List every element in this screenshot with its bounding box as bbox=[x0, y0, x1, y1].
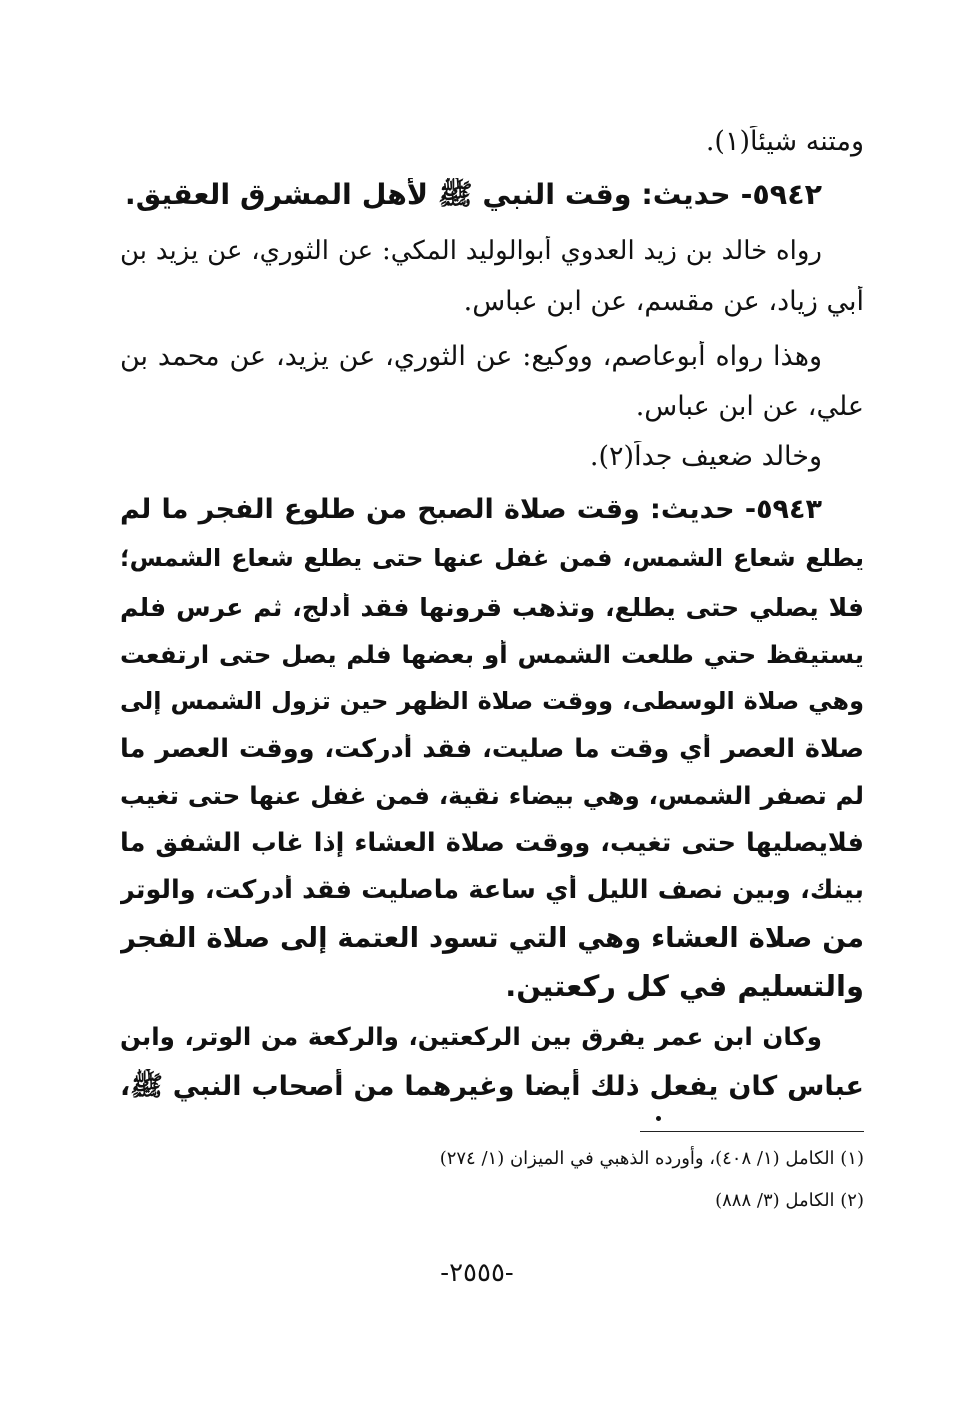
text-line: علي، عن ابن عباس. bbox=[635, 391, 864, 422]
text-line: صلاة العصر أي وقت ما صليت، فقد أدركت، ووقت العصر ما bbox=[120, 734, 864, 764]
hadith-heading-5942: ٥٩٤٢- حديث: وقت النبي ﷺ لأهل المشرق العقيق. bbox=[124, 178, 822, 211]
continuation-line: ومتنه شيئاً(١). bbox=[705, 126, 864, 157]
text-line: عباس كان يفعل ذلك أيضا وغيرهما من أصحاب النبي ﷺ، bbox=[120, 1071, 864, 1102]
text-line: لم تصفر الشمس، وهي بيضاء نقية، فمن غفل عنها حتى تغيب bbox=[120, 781, 864, 810]
text-line: يستيقظ حتي طلعت الشمس أو بعضها فلم يصل حتى ارتفعت bbox=[120, 640, 864, 669]
footnote-1: (١) الكامل (١/ ٤٠٨)، وأورده الذهبي في الميزان (١/ ٢٧٤) bbox=[439, 1148, 864, 1169]
text-line: والتسليم في كل ركعتين. bbox=[505, 969, 864, 1003]
footnote-2: (٢) الكامل (٣/ ٨٨٨) bbox=[715, 1190, 864, 1211]
text-line: بينك، وبين نصف الليل أي ساعة ماصليت فقد أدركت، والوتر bbox=[120, 875, 864, 905]
dot-mark bbox=[656, 1116, 661, 1121]
text-line: فلايصليها حتى تغيب، ووقت صلاة العشاء إذا غاب الشفق ما bbox=[120, 828, 864, 858]
text-line: وكان ابن عمر يفرق بين الركعتين، والركعة من الوتر، وابن bbox=[120, 1022, 822, 1051]
page-number: -٢٥٥٥- bbox=[440, 1258, 514, 1288]
hadith-heading-5943: ٥٩٤٣- حديث: وقت صلاة الصبح من طلوع الفجر ما لم bbox=[120, 494, 822, 525]
text-line: وهذا رواه أبوعاصم، ووكيع: عن الثوري، عن يزيد، عن محمد بن bbox=[120, 341, 822, 372]
text-line: رواه خالد بن زيد العدوي أبوالوليد المكي: عن الثوري، عن يزيد بن bbox=[120, 236, 822, 266]
text-line: فلا يصلي حتى يطلع، وتذهب قرونها فقد أدلج، ثم عرس فلم bbox=[120, 593, 864, 622]
text-line: وخالد ضعيف جداً(٢). bbox=[589, 441, 822, 472]
footnote-separator bbox=[640, 1131, 864, 1132]
text-line: أبي زياد، عن مقسم، عن ابن عباس. bbox=[463, 286, 864, 317]
text-line: يطلع شعاع الشمس، فمن غفل عنها حتى يطلع شعاع الشمس؛ bbox=[120, 544, 864, 572]
text-line: من صلاة العشاء وهي التي تسود العتمة إلى صلاة الفجر bbox=[120, 922, 864, 954]
text-line: وهي صلاة الوسطى، ووقت صلاة الظهر حين تزول الشمس إلى bbox=[120, 687, 864, 715]
